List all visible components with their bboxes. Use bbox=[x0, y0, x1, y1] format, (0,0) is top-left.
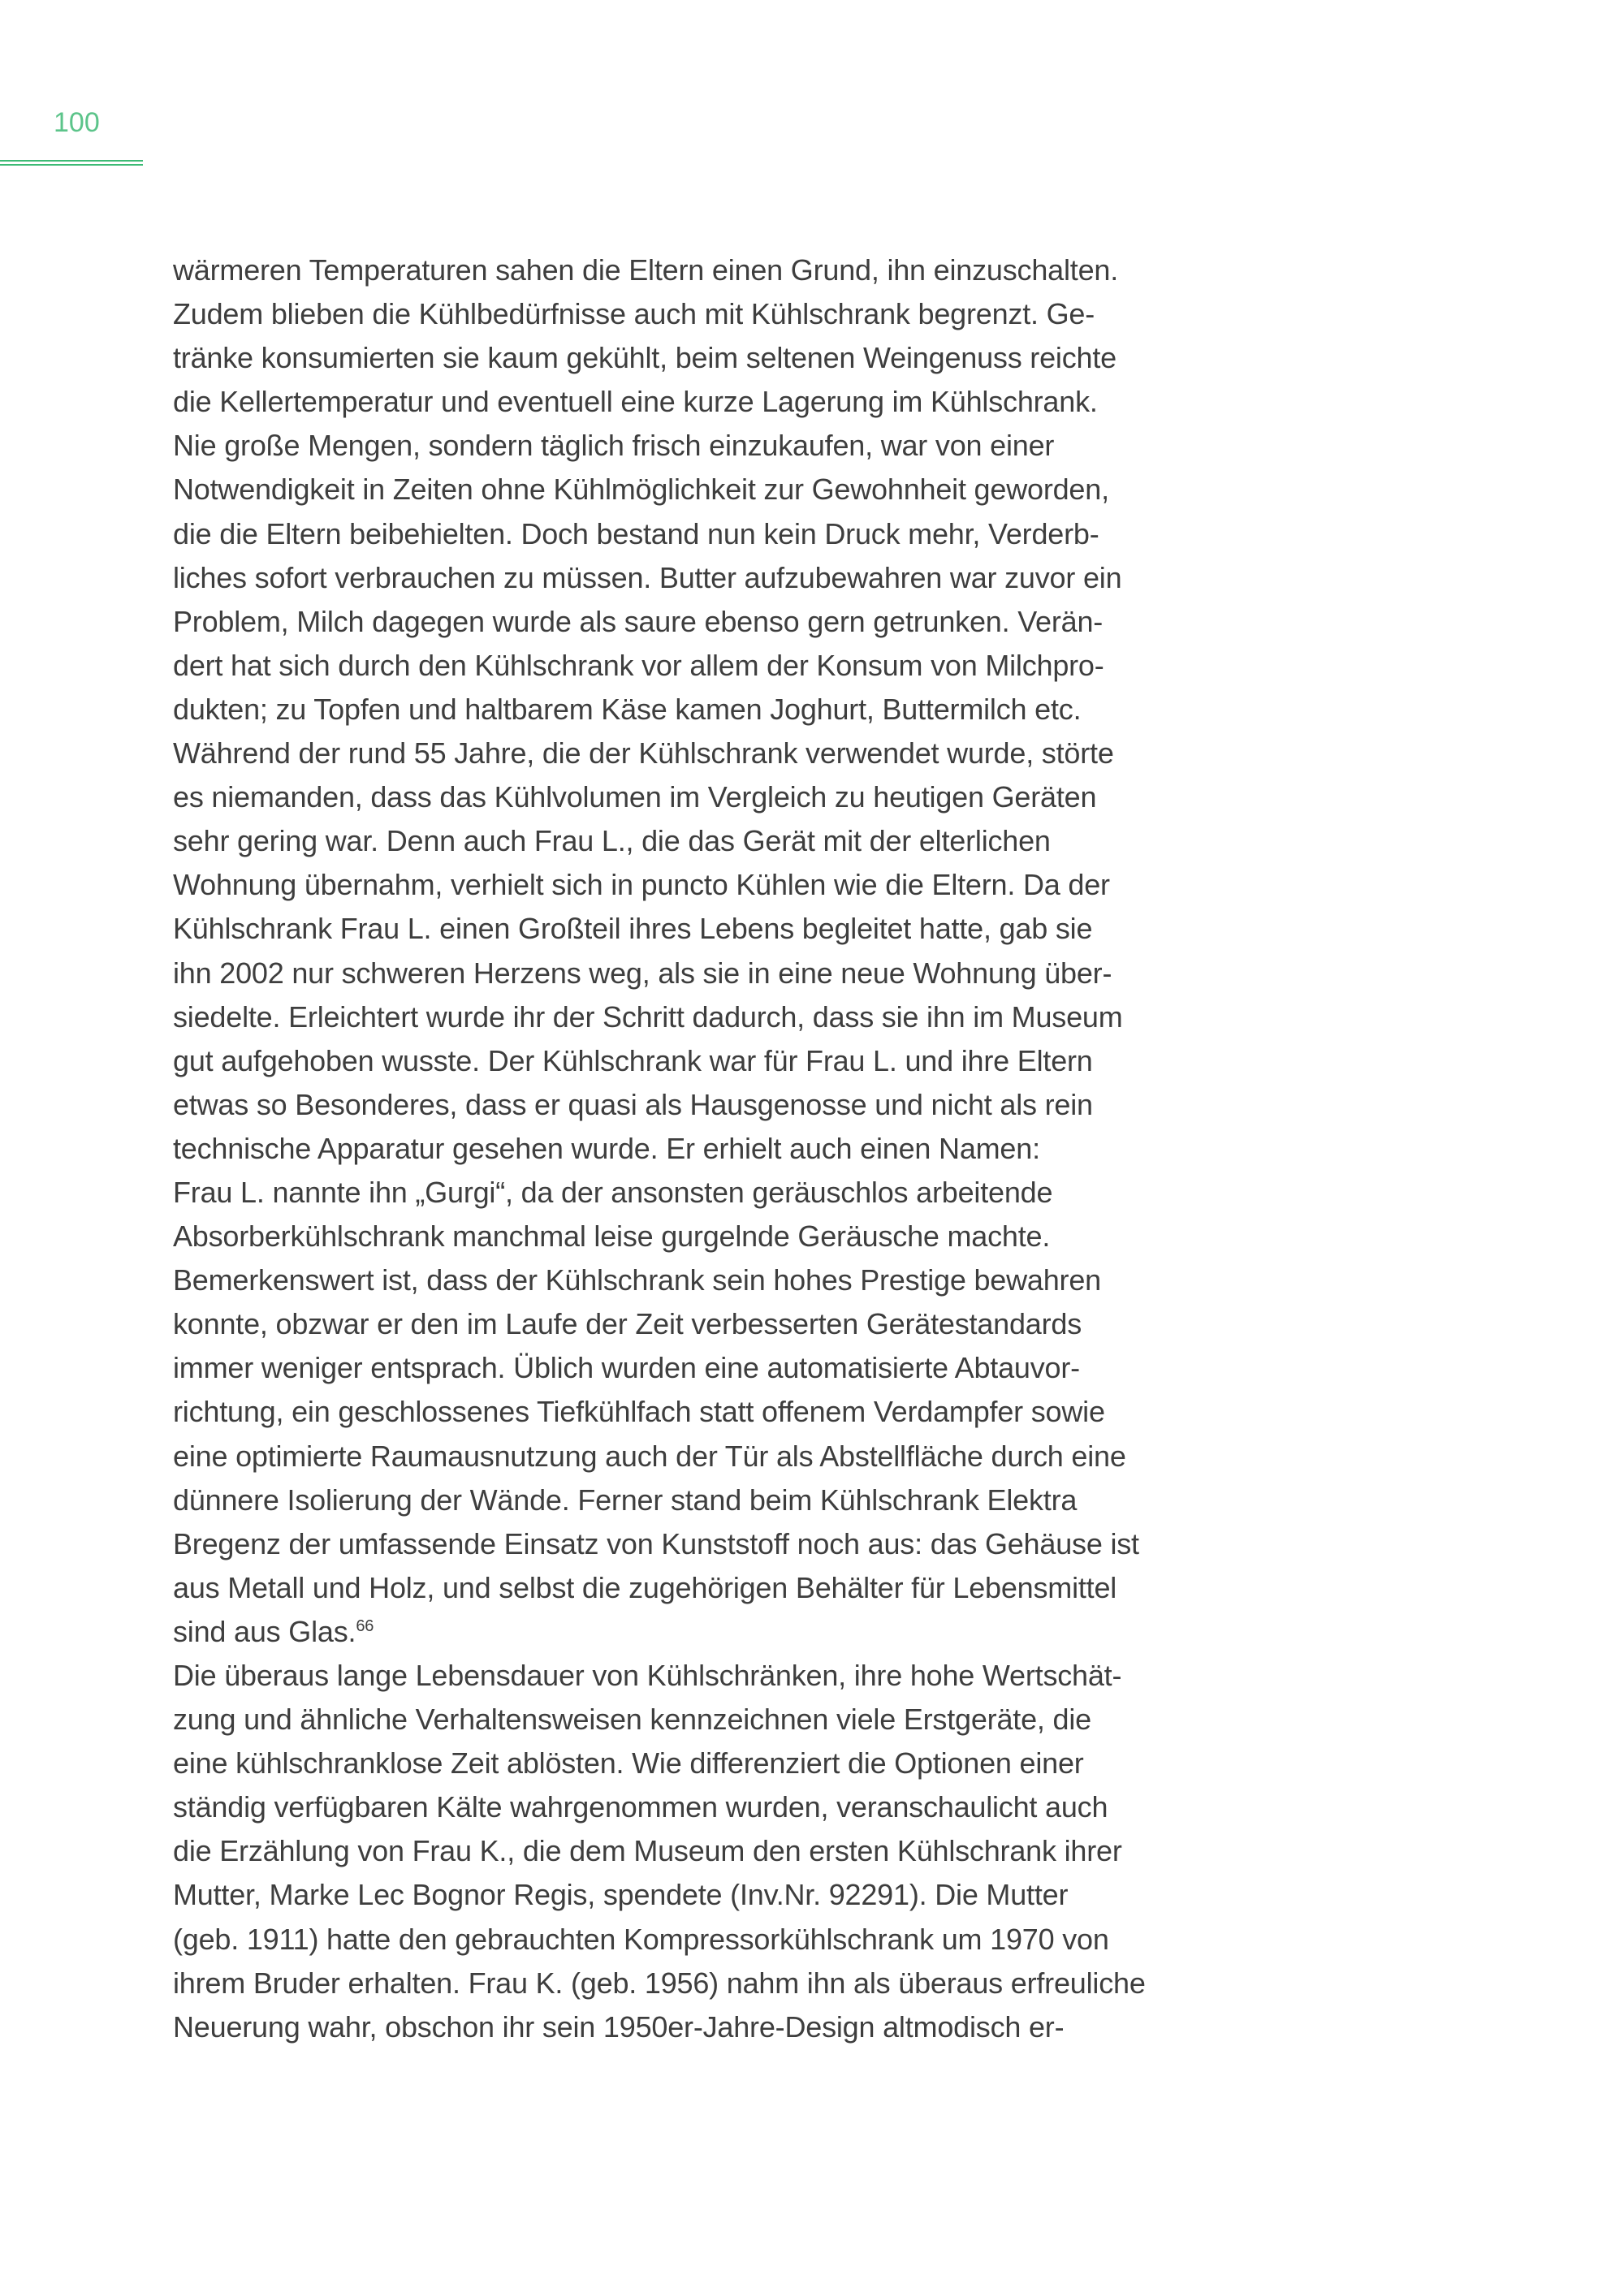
text-line bbox=[173, 1742, 1146, 1785]
text-line bbox=[173, 1478, 1146, 1522]
text-line-content: sehr gering war. Denn auch Frau L., die das Gerät mit der elterlichen bbox=[173, 824, 1051, 858]
text-line-content: technische Apparatur gesehen wurde. Er erhielt auch einen Namen: bbox=[173, 1131, 1040, 1165]
text-line bbox=[173, 819, 1146, 863]
text-line-content: die die Eltern beibehielten. Doch bestand nun kein Druck mehr, Verderb- bbox=[173, 516, 1099, 550]
text-line bbox=[173, 1215, 1146, 1258]
text-line-content: es niemanden, dass das Kühlvolumen im Vergleich zu heutigen Geräten bbox=[173, 780, 1097, 814]
text-line bbox=[173, 1083, 1146, 1127]
text-line-content: dert hat sich durch den Kühlschrank vor allem der Konsum von Milchpro- bbox=[173, 648, 1104, 682]
text-line-content: Nie große Mengen, sondern täglich frisch einzukaufen, war von einer bbox=[173, 429, 1055, 463]
text-line-content: Während der rund 55 Jahre, die der Kühlschrank verwendet wurde, störte bbox=[173, 736, 1114, 770]
text-line-content: eine kühlschranklose Zeit ablösten. Wie differenziert die Optionen einer bbox=[173, 1746, 1084, 1781]
text-line-content: richtung, ein geschlossenes Tiefkühlfach statt offenem Verdampfer sowie bbox=[173, 1395, 1105, 1429]
body-text bbox=[173, 248, 1146, 2049]
header-rule bbox=[0, 164, 143, 166]
text-line bbox=[173, 1566, 1146, 1610]
text-line bbox=[173, 1918, 1146, 1962]
text-line-content: Frau L. nannte ihn „Gurgi“, da der ansonsten geräuschlos arbeitende bbox=[173, 1175, 1053, 1209]
text-line bbox=[173, 1127, 1146, 1171]
text-line bbox=[173, 336, 1146, 380]
text-line-content: konnte, obzwar er den im Laufe der Zeit verbesserten Gerätestandards bbox=[173, 1307, 1082, 1341]
text-line-content: Die überaus lange Lebensdauer von Kühlschränken, ihre hohe Wertschät- bbox=[173, 1659, 1122, 1692]
text-line bbox=[173, 1390, 1146, 1434]
text-line-content: eine optimierte Raumausnutzung auch der Tür als Abstellfläche durch eine bbox=[173, 1439, 1126, 1473]
text-line bbox=[173, 248, 1146, 292]
text-line bbox=[173, 2005, 1146, 2049]
text-line-content: siedelte. Erleichtert wurde ihr der Schritt dadurch, dass sie ihn im Museum bbox=[173, 999, 1123, 1034]
text-line bbox=[173, 424, 1146, 468]
text-line-content: die Erzählung von Frau K., die dem Museum den ersten Kühlschrank ihrer bbox=[173, 1834, 1122, 1868]
text-line-content: die Kellertemperatur und eventuell eine kurze Lagerung im Kühlschrank. bbox=[173, 385, 1098, 419]
text-line bbox=[173, 1873, 1146, 1917]
text-line-content: immer weniger entsprach. Üblich wurden eine automatisierte Abtauvor- bbox=[173, 1351, 1080, 1385]
text-line bbox=[173, 292, 1146, 336]
text-line bbox=[173, 600, 1146, 644]
text-line bbox=[173, 512, 1146, 556]
text-line-content: dünnere Isolierung der Wände. Ferner stand beim Kühlschrank Elektra bbox=[173, 1483, 1078, 1517]
text-line bbox=[173, 1171, 1146, 1215]
text-line bbox=[173, 1258, 1146, 1302]
text-line bbox=[173, 1302, 1146, 1346]
text-line-content: (geb. 1911) hatte den gebrauchten Kompressorkühlschrank um 1970 von bbox=[173, 1922, 1109, 1956]
text-line bbox=[173, 952, 1146, 995]
text-line bbox=[173, 775, 1146, 819]
text-line bbox=[173, 1785, 1146, 1829]
page-number: 100 bbox=[54, 107, 100, 138]
text-line bbox=[173, 556, 1146, 600]
text-line bbox=[173, 468, 1146, 511]
text-line bbox=[173, 1522, 1146, 1566]
text-line bbox=[173, 1698, 1146, 1742]
text-line-content: Bemerkenswert ist, dass der Kühlschrank sein hohes Prestige bewahren bbox=[173, 1263, 1101, 1297]
text-line-content: gut aufgehoben wusste. Der Kühlschrank war für Frau L. und ihre Eltern bbox=[173, 1043, 1093, 1077]
text-line bbox=[173, 863, 1146, 907]
text-line-content: Kühlschrank Frau L. einen Großteil ihres Lebens begleitet hatte, gab sie bbox=[173, 912, 1093, 946]
text-line-content: Neuerung wahr, obschon ihr sein 1950er-Jahre-Design altmodisch er- bbox=[173, 2009, 1065, 2044]
text-line bbox=[173, 1654, 1146, 1698]
text-line bbox=[173, 1962, 1146, 2005]
text-line-content: Mutter, Marke Lec Bognor Regis, spendete (Inv.Nr. 92291). Die Mutter bbox=[173, 1878, 1069, 1912]
header-rule bbox=[0, 160, 143, 162]
text-line bbox=[173, 995, 1146, 1039]
text-line bbox=[173, 1039, 1146, 1083]
footnote-reference[interactable]: 66 bbox=[356, 1616, 374, 1635]
text-line bbox=[173, 907, 1146, 951]
text-line-content: wärmeren Temperaturen sahen die Eltern einen Grund, ihn einzuschalten. bbox=[173, 253, 1119, 287]
text-line bbox=[173, 1610, 1146, 1654]
text-line bbox=[173, 1346, 1146, 1390]
text-line-content: sind aus Glas. bbox=[173, 1614, 356, 1648]
text-line-content: Bregenz der umfassende Einsatz von Kunststoff noch aus: das Gehäuse ist bbox=[173, 1526, 1139, 1560]
text-line-content: Problem, Milch dagegen wurde als saure ebenso gern getrunken. Verän- bbox=[173, 604, 1104, 638]
text-line-content: Absorberkühlschrank manchmal leise gurgelnde Geräusche machte. bbox=[173, 1219, 1051, 1254]
text-line-content: liches sofort verbrauchen zu müssen. Butter aufzubewahren war zuvor ein bbox=[173, 560, 1122, 594]
text-line-content: Wohnung übernahm, verhielt sich in puncto Kühlen wie die Eltern. Da der bbox=[173, 868, 1110, 902]
text-line-content: ständig verfügbaren Kälte wahrgenommen wurden, veranschaulicht auch bbox=[173, 1790, 1108, 1824]
text-line-content: dukten; zu Topfen und haltbarem Käse kamen Joghurt, Buttermilch etc. bbox=[173, 692, 1082, 726]
text-line-content: tränke konsumierten sie kaum gekühlt, beim seltenen Weingenuss reichte bbox=[173, 341, 1116, 375]
text-line bbox=[173, 1435, 1146, 1478]
text-line-content: etwas so Besonderes, dass er quasi als Hausgenosse und nicht als rein bbox=[173, 1087, 1093, 1121]
text-line-content: ihrem Bruder erhalten. Frau K. (geb. 1956) nahm ihn als überaus erfreuliche bbox=[173, 1966, 1146, 2000]
text-line bbox=[173, 644, 1146, 688]
text-line-content: Zudem blieben die Kühlbedürfnisse auch mit Kühlschrank begrenzt. Ge- bbox=[173, 297, 1095, 331]
text-line-content: zung und ähnliche Verhaltensweisen kennzeichnen viele Erstgeräte, die bbox=[173, 1703, 1091, 1737]
text-line bbox=[173, 688, 1146, 732]
text-line bbox=[173, 1829, 1146, 1873]
text-line-content: ihn 2002 nur schweren Herzens weg, als sie in eine neue Wohnung über- bbox=[173, 956, 1112, 990]
text-line bbox=[173, 732, 1146, 775]
text-line-content: Notwendigkeit in Zeiten ohne Kühlmöglichkeit zur Gewohnheit geworden, bbox=[173, 473, 1109, 507]
text-line-content: aus Metall und Holz, und selbst die zugehörigen Behälter für Lebensmittel bbox=[173, 1570, 1117, 1604]
text-line bbox=[173, 380, 1146, 424]
